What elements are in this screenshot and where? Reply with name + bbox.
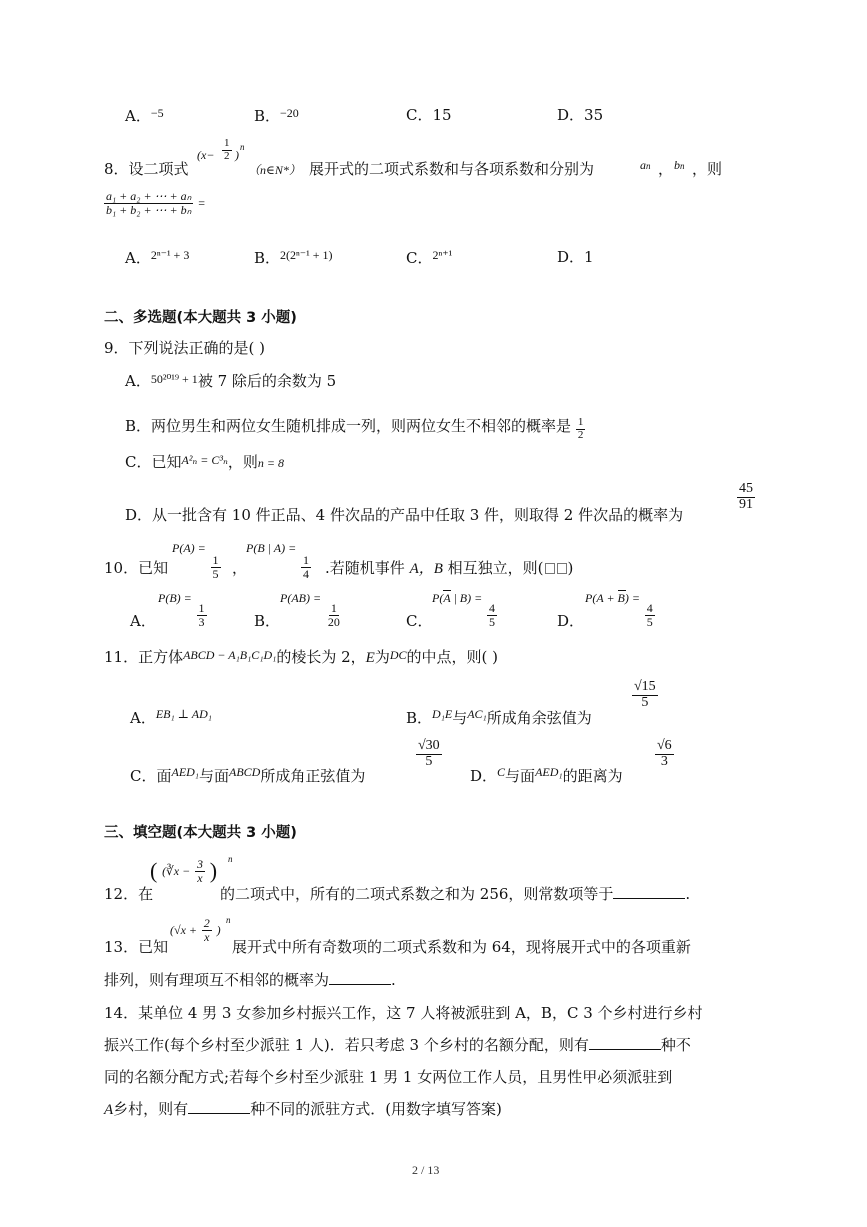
q8-bn-sub: n xyxy=(680,161,685,171)
q10-option-d xyxy=(585,588,655,628)
q13-expression xyxy=(170,915,231,944)
q8-expr-num: 1 xyxy=(224,137,230,149)
placeholder-box-icon xyxy=(557,563,567,574)
q7-option-b xyxy=(254,106,299,125)
q8-an-sub: n xyxy=(646,161,651,171)
q12-prefix: 12．在 xyxy=(104,885,154,903)
q10-option-d-den: 5 xyxy=(646,614,653,629)
q12-end: . xyxy=(685,885,691,903)
section-2-title: 二、多选题(本大题共 3 小题) xyxy=(104,310,297,326)
q9-option-d-num: 45 xyxy=(739,481,753,496)
q8-condition xyxy=(248,160,301,178)
q12-answer-blank[interactable] xyxy=(613,885,685,899)
q12-expr-exp: n xyxy=(228,854,233,864)
q10-option-a-fraction xyxy=(197,602,207,628)
q8-ratio-num: a₁ + a₂ + ⋯ + aₙ xyxy=(106,189,192,203)
q13-end: . xyxy=(391,971,396,989)
q8-option-b xyxy=(254,248,333,267)
q10-pa-fraction xyxy=(211,554,221,580)
overline-mark xyxy=(443,590,451,591)
q10-option-a-den: 3 xyxy=(198,614,205,629)
q9-option-c-answer: n = 8 xyxy=(257,456,284,470)
q8-mid-text: 展开式的二项式系数和与各项系数和分别为 xyxy=(309,160,595,178)
q7-option-b-value: −20 xyxy=(280,106,299,120)
q14-line2 xyxy=(104,1036,691,1054)
q12-open-paren: ( xyxy=(150,858,158,883)
q11-option-c-num: √30 xyxy=(418,738,440,753)
q9-option-a-text: 被 7 除后的余数为 5 xyxy=(197,372,337,390)
q11-option-c-fraction xyxy=(416,739,442,769)
q11-option-d-expr: AED₁ xyxy=(535,765,563,779)
q10-pba-num: 1 xyxy=(302,553,309,567)
q13-expr-exp: n xyxy=(226,915,231,925)
q11-option-d-label: D． xyxy=(470,767,498,785)
q11-prefix: 11．正方体 xyxy=(104,648,184,666)
q8-ratio-den: b₁ + b₂ + ⋯ + bₙ xyxy=(106,202,192,217)
q11-option-d xyxy=(470,765,623,785)
q8-option-a xyxy=(125,248,189,267)
q11-option-d-frac xyxy=(655,739,674,769)
q8-option-a-value: 2ⁿ⁻¹ + 3 xyxy=(150,248,190,262)
q10-close: ) xyxy=(567,559,574,577)
q10-pa xyxy=(172,538,221,580)
q10-option-b-num: 1 xyxy=(330,601,337,615)
q11-option-d-num: √6 xyxy=(657,738,672,753)
q12-expr-right: ) xyxy=(209,858,218,883)
q11-option-b-frac xyxy=(632,680,658,710)
q12-text xyxy=(220,885,690,903)
q7-option-d: D．35 xyxy=(557,106,604,124)
q14-line2-end: 种不 xyxy=(660,1036,691,1054)
q10-pa-num: 1 xyxy=(212,553,219,567)
overline-mark xyxy=(618,590,626,591)
q8-expr-den: 2 xyxy=(224,149,230,162)
q11-option-b-den: 5 xyxy=(641,694,649,710)
q8-option-a-label: A． xyxy=(125,249,151,267)
q9-option-b-text: B．两位男生和两位女生随机排成一列，则两位女生不相邻的概率是 xyxy=(125,417,572,435)
q8-option-d: D．1 xyxy=(557,248,594,266)
q9-option-b-den: 2 xyxy=(577,428,584,441)
q10-option-b-expr: P(AB) = xyxy=(280,591,322,605)
q13-line2-text: 排列，则有理项互不相邻的概率为 xyxy=(104,971,330,989)
q10-pba-expr: P(B | A) = xyxy=(246,541,297,555)
q10-option-c-label: C． xyxy=(406,612,433,630)
q9-option-b xyxy=(125,417,585,441)
q10-option-c-num: 4 xyxy=(488,601,495,615)
q13-expr-fraction xyxy=(202,917,212,943)
q9-option-c-label: C．已知 xyxy=(125,453,182,471)
q8-ratio-eq: = xyxy=(198,196,205,211)
q10-pa-den: 5 xyxy=(212,566,219,581)
q8-an-var: a xyxy=(640,158,646,172)
q13-expr-den: x xyxy=(204,929,210,944)
q10-text-1: .若随机事件 xyxy=(325,559,405,577)
q13-text: 展开式中所有奇数项的二项式系数和为 64，现将展开式中的各项重新 xyxy=(232,938,691,956)
q9-option-d-fraction xyxy=(737,482,755,512)
q11-option-a-expr: EB₁ ⊥ AD₁ xyxy=(155,707,212,721)
q11-option-b-expr2: AC₁ xyxy=(467,707,487,721)
q10-option-d-fraction xyxy=(645,602,655,628)
q11-option-b xyxy=(406,707,592,727)
q10-option-d-expr-wrap xyxy=(585,591,640,605)
q11-text-3: 的中点，则( ) xyxy=(406,648,498,666)
q8-expr-exp: n xyxy=(240,142,245,152)
q10-pa-expr: P(A) = xyxy=(172,541,206,555)
q11-option-c xyxy=(130,765,365,785)
q11-e: E xyxy=(365,650,375,666)
q7-option-a xyxy=(125,106,164,125)
q8-expr: (x− xyxy=(197,148,215,162)
q10-option-c xyxy=(432,588,497,628)
q8-ratio xyxy=(104,190,205,216)
q11-option-b-expr1: D₁E xyxy=(432,707,453,721)
q9-option-c-expr: A²ₙ = C³ₙ xyxy=(181,453,228,467)
q14-line4-a: A xyxy=(104,1102,114,1118)
q9-option-d: D．从一批含有 10 件正品、4 件次品的产品中任取 3 件，则取得 2 件次品的概率为 xyxy=(125,506,684,524)
q8-prefix: 8．设二项式 xyxy=(104,160,189,178)
q10-option-a-label: A． xyxy=(130,612,156,630)
q9-option-b-num: 1 xyxy=(577,416,584,428)
q9-option-a-expr: 50²⁰¹⁹ + 1 xyxy=(150,372,198,386)
q8-ratio-fraction xyxy=(104,190,193,216)
q11-dc: DC xyxy=(389,648,407,662)
q12-expr-den: x xyxy=(197,870,203,885)
q10-option-d-num: 4 xyxy=(646,601,653,615)
q10-option-d-label: D． xyxy=(557,612,585,630)
q11-option-a xyxy=(130,707,212,727)
q10-option-d-expr: P(A + B) = xyxy=(585,591,640,605)
q10-prefix: 10．已知 xyxy=(104,559,169,577)
q7-option-a-label: A． xyxy=(125,107,151,125)
q11-option-c-text2: 所成角正弦值为 xyxy=(260,767,366,785)
q13-expr-left: (√x + xyxy=(170,922,198,937)
q11-option-d-den: 3 xyxy=(660,753,668,769)
q8-option-c-value: 2ⁿ⁺¹ xyxy=(432,248,453,262)
q12-expr-num: 3 xyxy=(196,857,203,872)
q8-expr-close: ) xyxy=(235,148,239,162)
q11-option-c-frac xyxy=(416,739,442,769)
q8-option-b-value: 2(2ⁿ⁻¹ + 1) xyxy=(280,248,333,262)
q10-text xyxy=(325,559,573,578)
q11-option-c-expr2: ABCD xyxy=(229,765,261,779)
q10-option-b-fraction xyxy=(326,602,342,628)
q11-text-1: 的棱长为 2， xyxy=(276,648,366,666)
q14-line2-text: 振兴工作(每个乡村至少派驻 1 人)．若只考虑 3 个乡村的名额分配，则有 xyxy=(104,1036,589,1054)
q7-option-c: C．15 xyxy=(406,106,452,124)
q11-stem xyxy=(104,648,498,667)
q13-line2 xyxy=(104,971,396,989)
q10-option-c-expr-wrap xyxy=(432,591,482,605)
q11-option-c-den: 5 xyxy=(425,753,433,769)
q13-expr-right: ) xyxy=(216,922,221,937)
q9-option-d-frac xyxy=(737,482,755,512)
q10-option-c-den: 5 xyxy=(488,614,495,629)
q10-text-2: 相互独立，则( xyxy=(447,559,544,577)
q8-option-c-label: C． xyxy=(406,249,433,267)
q10-vars: A，B xyxy=(409,561,443,577)
q8-suffix: ，则 xyxy=(692,160,723,178)
q9-option-c xyxy=(125,453,284,471)
q10-option-b-den: 20 xyxy=(327,614,340,629)
q11-option-b-text: 所成角余弦值为 xyxy=(486,709,592,727)
q14-line4-end: 种不同的派驻方式．(用数字填写答案) xyxy=(250,1100,502,1118)
q8-sep: ， xyxy=(658,160,674,178)
q8-cond: （n∈N*） xyxy=(248,163,301,177)
q10-pba-fraction xyxy=(301,554,311,580)
q9-option-a-label: A． xyxy=(125,372,151,390)
q13-answer-blank[interactable] xyxy=(329,971,391,985)
q14-line4-text: 乡村，则有 xyxy=(113,1100,189,1118)
q11-option-d-text: 与面 xyxy=(505,767,536,785)
q14-line3: 同的名额分配方式;若每个乡村至少派驻 1 男 1 女两位工作人员，且男性甲必须派驻到 xyxy=(104,1068,673,1086)
q12-text-body: 的二项式中，所有的二项式系数之和为 256，则常数项等于 xyxy=(220,885,614,903)
q11-option-d-c: C xyxy=(497,765,506,779)
q7-option-b-label: B． xyxy=(254,107,281,125)
q11-option-b-and: 与 xyxy=(452,709,468,727)
q11-option-a-label: A． xyxy=(130,709,156,727)
q12-expr-fraction xyxy=(195,858,205,884)
q8-an xyxy=(640,155,651,173)
q14-line4 xyxy=(104,1100,502,1119)
q8-bn-var: b xyxy=(674,158,680,172)
q11-cube: ABCD − A₁B₁C₁D₁ xyxy=(183,648,277,662)
q14-answer-blank-2[interactable] xyxy=(188,1100,250,1114)
q10-comma: ， xyxy=(232,559,248,577)
q10-option-b xyxy=(280,588,342,628)
q14-answer-blank-1[interactable] xyxy=(589,1036,661,1050)
q7-option-a-value: −5 xyxy=(150,106,164,120)
q10-pba-den: 4 xyxy=(302,566,309,581)
q11-option-c-label: C．面 xyxy=(130,767,172,785)
q8-expr-fraction xyxy=(222,138,232,162)
q13-expr-num: 2 xyxy=(203,916,210,930)
q14-line1: 14．某单位 4 男 3 女参加乡村振兴工作，这 7 人将被派驻到 A，B，C 3 个乡村进行乡村 xyxy=(104,1004,703,1022)
q8-option-b-label: B． xyxy=(254,249,281,267)
q10-pba xyxy=(246,538,311,580)
q11-option-b-num: √15 xyxy=(634,679,656,694)
q10-option-b-label: B． xyxy=(254,612,281,630)
q8-bn xyxy=(674,155,685,173)
q10-option-c-expr: P(A | B) = xyxy=(432,591,483,605)
q9-stem: 9．下列说法正确的是( ) xyxy=(104,339,266,357)
q11-option-d-text2: 的距离为 xyxy=(562,767,623,785)
section-3-title: 三、填空题(本大题共 3 小题) xyxy=(104,825,297,841)
q8-option-c xyxy=(406,248,452,267)
q11-option-c-expr: AED₁ xyxy=(171,765,199,779)
q10-option-a xyxy=(158,588,207,628)
placeholder-box-icon xyxy=(545,563,555,574)
q12-expr-left: (∛x − xyxy=(162,864,191,878)
q10-option-a-num: 1 xyxy=(198,601,205,615)
q9-option-c-text: ，则 xyxy=(227,453,258,471)
q9-option-a xyxy=(125,372,336,390)
q12-expression xyxy=(150,854,233,885)
q11-option-b-fraction xyxy=(632,680,658,710)
q11-text-2: 为 xyxy=(374,648,390,666)
q11-option-c-text: 与面 xyxy=(198,767,229,785)
q11-option-d-fraction xyxy=(655,739,674,769)
q13-prefix: 13．已知 xyxy=(104,938,169,956)
page-number: 2 / 13 xyxy=(412,1163,440,1177)
q9-option-b-fraction xyxy=(576,417,586,441)
q9-option-d-den: 91 xyxy=(739,496,753,512)
q11-option-b-label: B． xyxy=(406,709,433,727)
q10-option-a-expr: P(B) = xyxy=(158,591,192,605)
q10-option-c-fraction xyxy=(487,602,497,628)
